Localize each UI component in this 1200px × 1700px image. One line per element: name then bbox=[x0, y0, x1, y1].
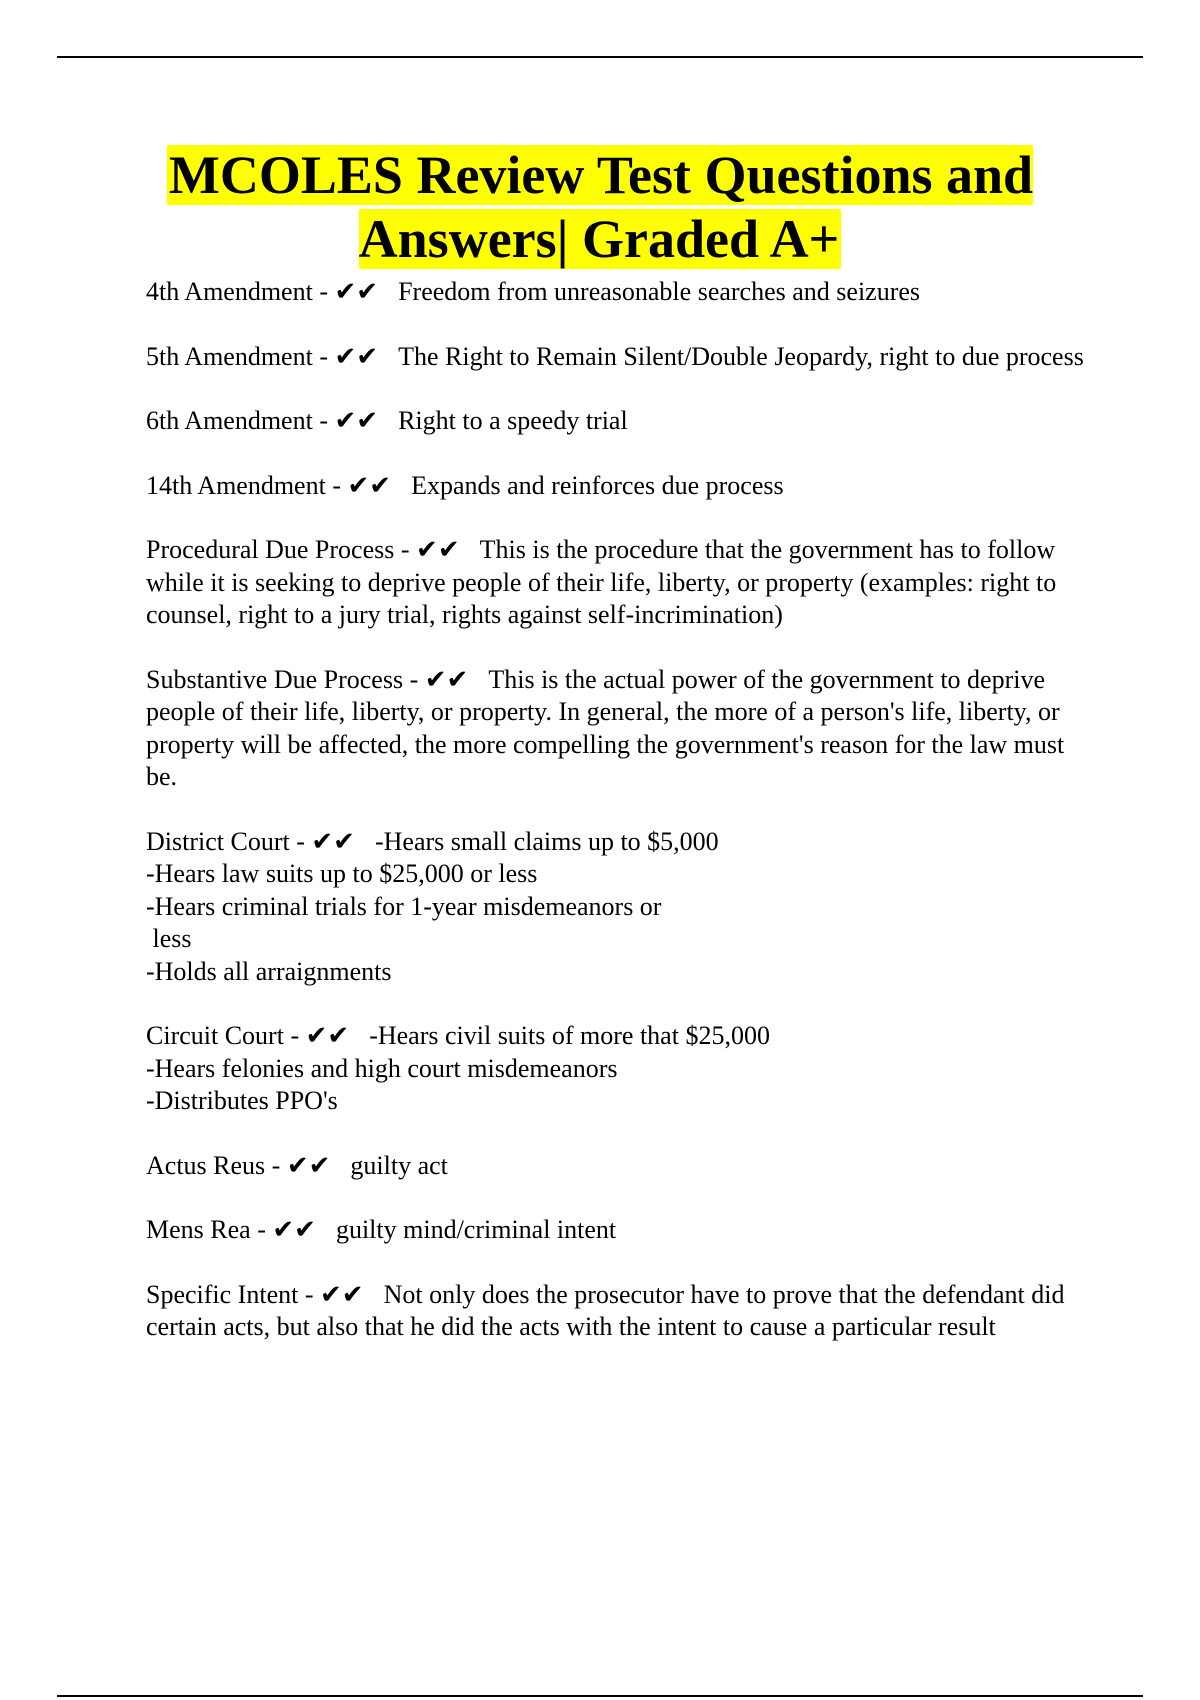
qa-answer-line: Not only does the prosecutor have to prove that the defendant did certain acts, but also that he did the acts with the intent to cause a particular result bbox=[146, 1279, 1065, 1341]
check-mark-icon: ✔✔ bbox=[424, 664, 469, 694]
qa-answer-line: -Hears small claims up to $5,000 bbox=[374, 826, 719, 856]
qa-answer-line: -Hears law suits up to $25,000 or less bbox=[146, 859, 538, 888]
qa-term: Specific Intent bbox=[146, 1279, 299, 1309]
check-mark-icon: ✔✔ bbox=[334, 341, 379, 371]
qa-entry bbox=[146, 341, 1086, 374]
qa-entry bbox=[146, 664, 1086, 794]
qa-separator: - bbox=[283, 1021, 306, 1050]
qa-answer-line: guilty act bbox=[350, 1150, 448, 1180]
qa-answer-line: less bbox=[146, 924, 192, 953]
qa-answer-line: Expands and reinforces due process bbox=[411, 470, 784, 500]
qa-answer-line: Freedom from unreasonable searches and seizures bbox=[398, 277, 921, 306]
qa-list bbox=[146, 276, 1086, 1344]
qa-separator: - bbox=[312, 341, 335, 371]
qa-term: 4th Amendment bbox=[146, 277, 313, 306]
qa-entry bbox=[146, 826, 1086, 989]
check-mark-icon: ✔✔ bbox=[334, 277, 379, 306]
qa-answer-line: -Distributes PPO's bbox=[146, 1086, 338, 1115]
qa-answer-line: Right to a speedy trial bbox=[398, 406, 628, 435]
top-rule bbox=[57, 56, 1143, 58]
qa-term: Procedural Due Process bbox=[146, 535, 395, 564]
qa-entry bbox=[146, 1214, 1086, 1247]
qa-separator: - bbox=[312, 277, 335, 306]
check-mark-icon: ✔✔ bbox=[305, 1021, 350, 1050]
qa-term: 14th Amendment bbox=[146, 470, 326, 500]
qa-separator: - bbox=[312, 406, 335, 435]
qa-entry bbox=[146, 470, 1086, 503]
qa-term: District Court bbox=[146, 826, 290, 856]
qa-answer-line: This is the procedure that the government has to follow while it is seeking to deprive people of their life, liberty, or property (examples: right to counsel, right to a jury trial, rights against self-incrimination) bbox=[146, 535, 1057, 629]
qa-answer-line: The Right to Remain Silent/Double Jeopardy, right to due process bbox=[398, 341, 1084, 371]
check-mark-icon: ✔✔ bbox=[286, 1150, 331, 1180]
qa-term: Circuit Court bbox=[146, 1021, 284, 1050]
check-mark-icon: ✔✔ bbox=[320, 1279, 364, 1309]
qa-entry bbox=[146, 1279, 1086, 1344]
page-title bbox=[100, 143, 1100, 271]
qa-answer-line: guilty mind/criminal intent bbox=[335, 1215, 617, 1244]
qa-separator: - bbox=[403, 664, 425, 694]
qa-term: Actus Reus bbox=[146, 1150, 266, 1180]
bottom-rule bbox=[57, 1695, 1143, 1697]
check-mark-icon: ✔✔ bbox=[347, 470, 392, 500]
title-highlight: MCOLES Review Test Questions and Answers| Graded A+ bbox=[168, 145, 1034, 269]
qa-separator: - bbox=[325, 470, 348, 500]
qa-term: Mens Rea bbox=[146, 1215, 251, 1244]
qa-entry bbox=[146, 1020, 1086, 1118]
check-mark-icon: ✔✔ bbox=[272, 1215, 316, 1244]
qa-entry bbox=[146, 534, 1086, 632]
check-mark-icon: ✔✔ bbox=[416, 535, 460, 564]
qa-answer-line: -Hears civil suits of more that $25,000 bbox=[369, 1021, 770, 1050]
qa-separator: - bbox=[394, 535, 417, 564]
qa-term: 6th Amendment bbox=[146, 406, 313, 435]
qa-separator: - bbox=[289, 826, 312, 856]
qa-separator: - bbox=[250, 1215, 273, 1244]
check-mark-icon: ✔✔ bbox=[311, 826, 355, 856]
qa-answer-line: This is the actual power of the government to deprive people of their life, liberty, or property. In general, the more of a person's life, liberty, or property will be affected, the more compelling the government's reason for the law must be. bbox=[146, 664, 1065, 791]
qa-answer-line: -Holds all arraignments bbox=[146, 956, 392, 986]
qa-answer-line: -Hears criminal trials for 1-year misdemeanors or bbox=[146, 891, 662, 921]
qa-answer-line: -Hears felonies and high court misdemeanors bbox=[146, 1053, 618, 1083]
qa-entry bbox=[146, 1150, 1086, 1183]
qa-term: Substantive Due Process bbox=[146, 664, 404, 694]
check-mark-icon: ✔✔ bbox=[334, 406, 379, 435]
qa-entry bbox=[146, 405, 1086, 438]
qa-separator: - bbox=[298, 1279, 321, 1309]
qa-entry bbox=[146, 276, 1086, 309]
qa-term: 5th Amendment bbox=[146, 341, 313, 371]
qa-separator: - bbox=[265, 1150, 287, 1180]
